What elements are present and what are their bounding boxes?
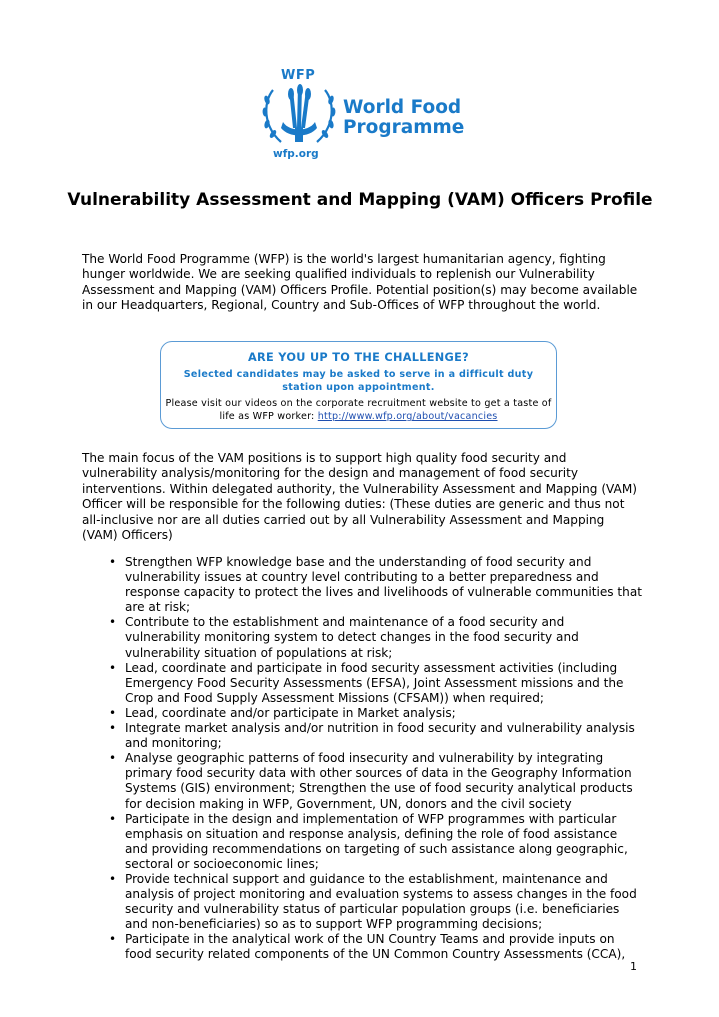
duty-text: Integrate market analysis and/or nutrition in food security and vulnerability analysis and monitoring;	[125, 721, 635, 751]
bullet-icon: •	[109, 615, 117, 630]
bullet-icon: •	[109, 660, 117, 675]
duties-list	[82, 555, 642, 963]
challenge-box	[160, 341, 557, 429]
focus-paragraph: The main focus of the VAM positions is to support high quality food security and vulnerability analysis/monitoring for the design and management of food security interventions. Within delegated authority, the Vulnerability Assessment and Mapping (VAM) Officer will be responsible for the following duties: (These duties are generic and thus not all-inclusive nor are all duties carried out by all Vulnerability Assessment and Mapping (VAM) Officers)	[82, 451, 637, 543]
challenge-heading: ARE YOU UP TO THE CHALLENGE?	[247, 351, 470, 364]
bullet-icon: •	[109, 721, 117, 736]
wfp-emblem-icon	[259, 82, 339, 150]
bullet-icon: •	[109, 751, 117, 766]
list-item	[82, 706, 642, 721]
bullet-icon: •	[109, 555, 117, 569]
logo-wfp-text: WFP	[281, 68, 316, 83]
vacancies-link[interactable]: http://www.wfp.org/about/vacancies	[317, 411, 498, 422]
logo-brand-line2: Programme	[343, 117, 465, 138]
duty-text: Lead, coordinate and/or participate in Market analysis;	[125, 705, 456, 720]
list-item	[82, 615, 642, 660]
duty-text: Contribute to the establishment and maintenance of a food security and vulnerability monitoring system to detect changes in the food security and vulnerability situation of populations at risk;	[125, 615, 579, 660]
intro-paragraph: The World Food Programme (WFP) is the world's largest humanitarian agency, fighting hunger worldwide. We are seeking qualified individuals to replenish our Vulnerability Assessment and Mapping (VAM) Officers Profile. Potential position(s) may become available in our Headquarters, Regional, Country and Sub-Offices of WFP throughout the world.	[82, 252, 638, 313]
list-item	[82, 555, 642, 615]
bullet-icon: •	[109, 705, 117, 720]
duty-text: Provide technical support and guidance to the establishment, maintenance and analysis of project monitoring and evaluation systems to assess changes in the food security and vulnerability status of particular population groups (i.e. beneficiaries and non-beneficiaries) so as to support WFP programming decisions;	[125, 871, 637, 932]
list-item	[82, 932, 642, 962]
duty-text: Participate in the analytical work of the UN Country Teams and provide inputs on food security related components of the UN Common Country Assessments (CCA),	[125, 932, 626, 962]
challenge-body	[161, 397, 556, 423]
bullet-icon: •	[109, 811, 117, 826]
bullet-icon: •	[109, 932, 117, 947]
duty-text: Analyse geographic patterns of food insecurity and vulnerability by integrating primary food security data with other sources of data in the Geography Information Systems (GIS) environment; Strengthen the use of food security analytical products for decision making in WFP, Government, UN, donors and the civil society	[125, 751, 633, 811]
challenge-body-text: Please visit our videos on the corporate recruitment website to get a taste of life as WFP worker:	[165, 398, 552, 422]
list-item	[82, 872, 642, 932]
list-item	[82, 661, 642, 706]
duty-text: Strengthen WFP knowledge base and the understanding of food security and vulnerability issues at country level contributing to a better preparedness and response capacity to protect the lives and livelihoods of vulnerable communities that are at risk;	[125, 555, 642, 615]
challenge-subheading: Selected candidates may be asked to serve in a difficult duty station upon appointment.	[183, 369, 534, 393]
logo-brand-name	[343, 98, 464, 138]
list-item	[82, 751, 642, 811]
logo-brand-line1: World Food	[343, 97, 462, 118]
duty-text: Lead, coordinate and participate in food security assessment activities (including Emergency Food Security Assessments (EFSA), Joint Assessment missions and the Crop and Food Supply Assessment Missions (CFSAM)) when required;	[125, 660, 624, 705]
duty-text: Participate in the design and implementation of WFP programmes with particular emphasis on situation and response analysis, defining the role of food assistance and providing recommendations on targeting of such assistance along geographic, sectoral or socioeconomic lines;	[125, 811, 628, 871]
list-item	[82, 721, 642, 751]
list-item	[82, 812, 642, 872]
wfp-logo	[259, 68, 464, 168]
page-number: 1	[630, 960, 637, 973]
bullet-icon: •	[109, 871, 117, 886]
document-title: Vulnerability Assessment and Mapping (VAM) Officers Profile	[67, 190, 653, 210]
logo-url-text: wfp.org	[273, 148, 319, 160]
